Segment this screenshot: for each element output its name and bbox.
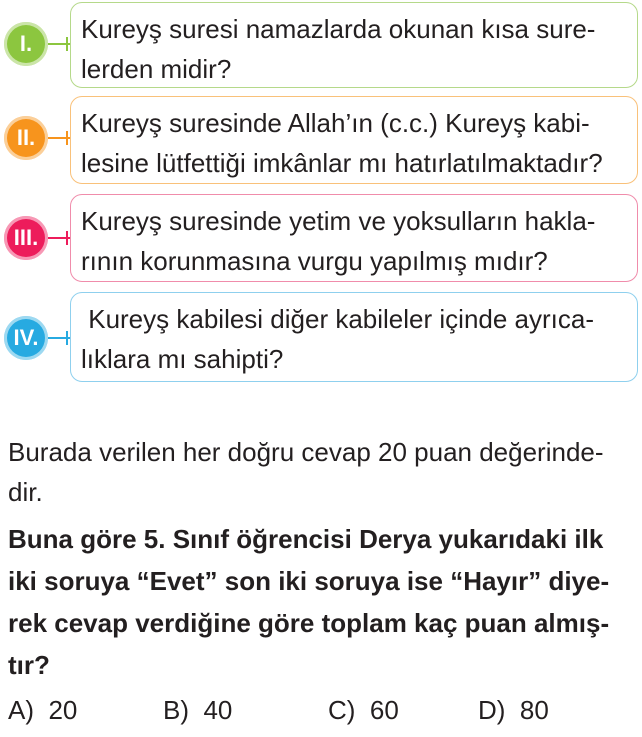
statement-box-3 bbox=[70, 194, 638, 282]
statement-box-2 bbox=[70, 96, 638, 184]
info-paragraph bbox=[8, 432, 638, 512]
stem-line-1: Buna göre 5. Sınıf öğrencisi Derya yukarıdaki ilk bbox=[8, 524, 604, 554]
roman-numeral-badge-4: IV. bbox=[4, 316, 48, 360]
option-c[interactable] bbox=[328, 690, 399, 730]
roman-numeral-badge-3: III. bbox=[4, 216, 48, 260]
connector-tick-1 bbox=[66, 37, 68, 51]
option-b-letter: B) bbox=[163, 695, 189, 725]
option-d[interactable] bbox=[478, 690, 549, 730]
option-b[interactable] bbox=[163, 690, 232, 730]
statement-4 bbox=[0, 290, 642, 384]
statement-box-4 bbox=[70, 292, 638, 382]
statement-1-line-2: lerden midir? bbox=[81, 54, 232, 84]
option-b-value: 40 bbox=[203, 695, 233, 725]
statement-3 bbox=[0, 192, 642, 284]
connector-tick-2 bbox=[66, 131, 68, 145]
statement-1-line-1: Kureyş suresi namazlarda okunan kısa sure- bbox=[81, 14, 596, 44]
info-line-2: dir. bbox=[8, 477, 43, 507]
option-c-value: 60 bbox=[369, 695, 399, 725]
option-a-letter: A) bbox=[8, 695, 34, 725]
info-line-1: Burada verilen her doğru cevap 20 puan değerinde- bbox=[8, 437, 604, 467]
statement-3-line-2: rının korunmasına vurgu yapılmış mıdır? bbox=[81, 246, 548, 276]
statement-4-line-1: Kureyş kabilesi diğer kabileler içinde ayrıca- bbox=[81, 304, 595, 334]
statement-2 bbox=[0, 94, 642, 186]
statement-1 bbox=[0, 0, 642, 92]
stem-line-2: iki soruya “Evet” son iki soruya ise “Hayır” diye- bbox=[8, 566, 610, 596]
connector-tick-4 bbox=[66, 331, 68, 345]
roman-numeral-badge-1: I. bbox=[4, 22, 48, 66]
question-stem bbox=[8, 518, 638, 686]
option-a-value: 20 bbox=[48, 695, 78, 725]
answer-options bbox=[8, 690, 638, 730]
statement-2-line-1: Kureyş suresinde Allah’ın (c.c.) Kureyş kabi- bbox=[81, 108, 590, 138]
option-a[interactable] bbox=[8, 690, 77, 730]
option-d-value: 80 bbox=[519, 695, 549, 725]
roman-numeral-badge-2: II. bbox=[4, 116, 48, 160]
statement-2-line-2: lesine lütfettiği imkânlar mı hatırlatılmaktadır? bbox=[81, 148, 603, 178]
statement-4-line-2: lıklara mı sahipti? bbox=[81, 344, 284, 374]
statement-box-1 bbox=[70, 2, 638, 88]
option-d-letter: D) bbox=[478, 695, 506, 725]
statement-3-line-1: Kureyş suresinde yetim ve yoksulların hakla- bbox=[81, 206, 596, 236]
stem-line-4: tır? bbox=[8, 650, 50, 680]
connector-tick-3 bbox=[66, 231, 68, 245]
option-c-letter: C) bbox=[328, 695, 356, 725]
stem-line-3: rek cevap verdiğine göre toplam kaç puan almış- bbox=[8, 608, 610, 638]
